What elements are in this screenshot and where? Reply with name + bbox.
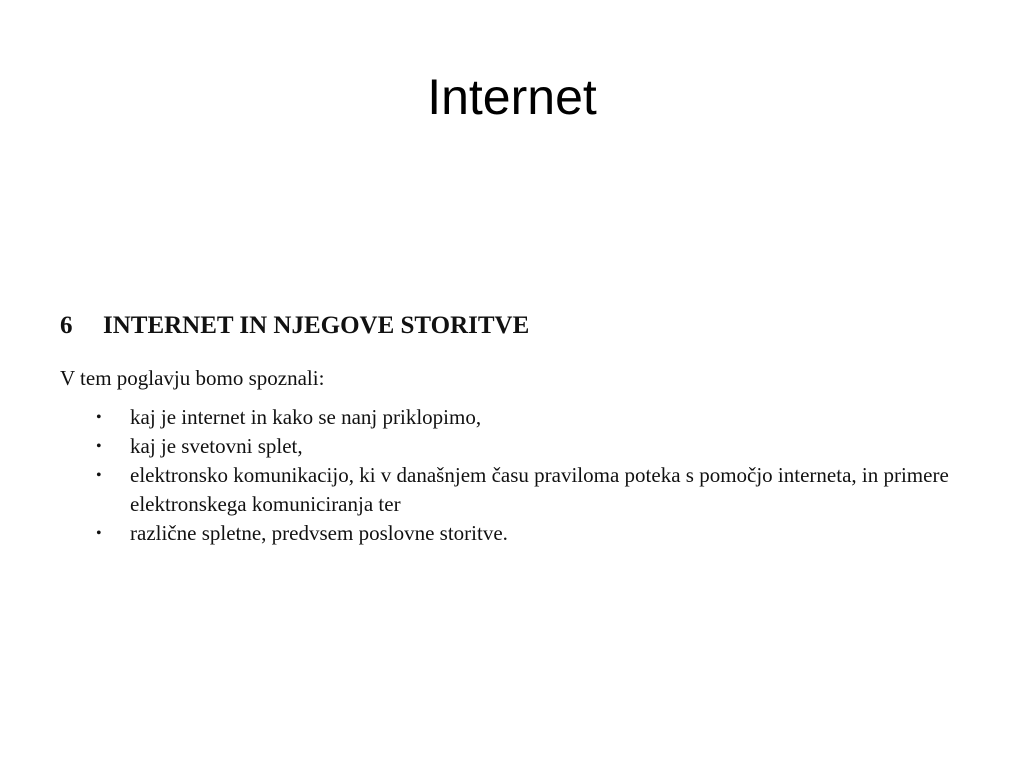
document-excerpt	[60, 308, 990, 548]
list-item	[60, 432, 990, 461]
list-item-text: elektronsko komunikacijo, ki v današnjem času praviloma poteka s pomočjo interneta, in primere elektronskega komuniciranja ter	[130, 463, 949, 516]
bullet-icon: •	[96, 438, 102, 455]
bullet-list	[60, 403, 990, 548]
chapter-title: INTERNET IN NJEGOVE STORITVE	[103, 312, 530, 339]
list-item-text: kaj je svetovni splet,	[130, 434, 303, 458]
list-item	[60, 461, 990, 519]
bullet-icon: •	[96, 409, 102, 426]
intro-text: V tem poglavju bomo spoznali:	[60, 366, 325, 390]
list-item-text: kaj je internet in kako se nanj priklopimo,	[130, 405, 482, 429]
chapter-heading	[60, 308, 990, 344]
bullet-icon: •	[96, 467, 102, 484]
bullet-icon: •	[96, 525, 102, 542]
list-item	[60, 519, 990, 548]
chapter-number: 6	[60, 312, 73, 339]
slide-title: Internet	[427, 69, 597, 125]
list-item-text: različne spletne, predvsem poslovne storitve.	[130, 521, 508, 545]
list-item	[60, 403, 990, 432]
